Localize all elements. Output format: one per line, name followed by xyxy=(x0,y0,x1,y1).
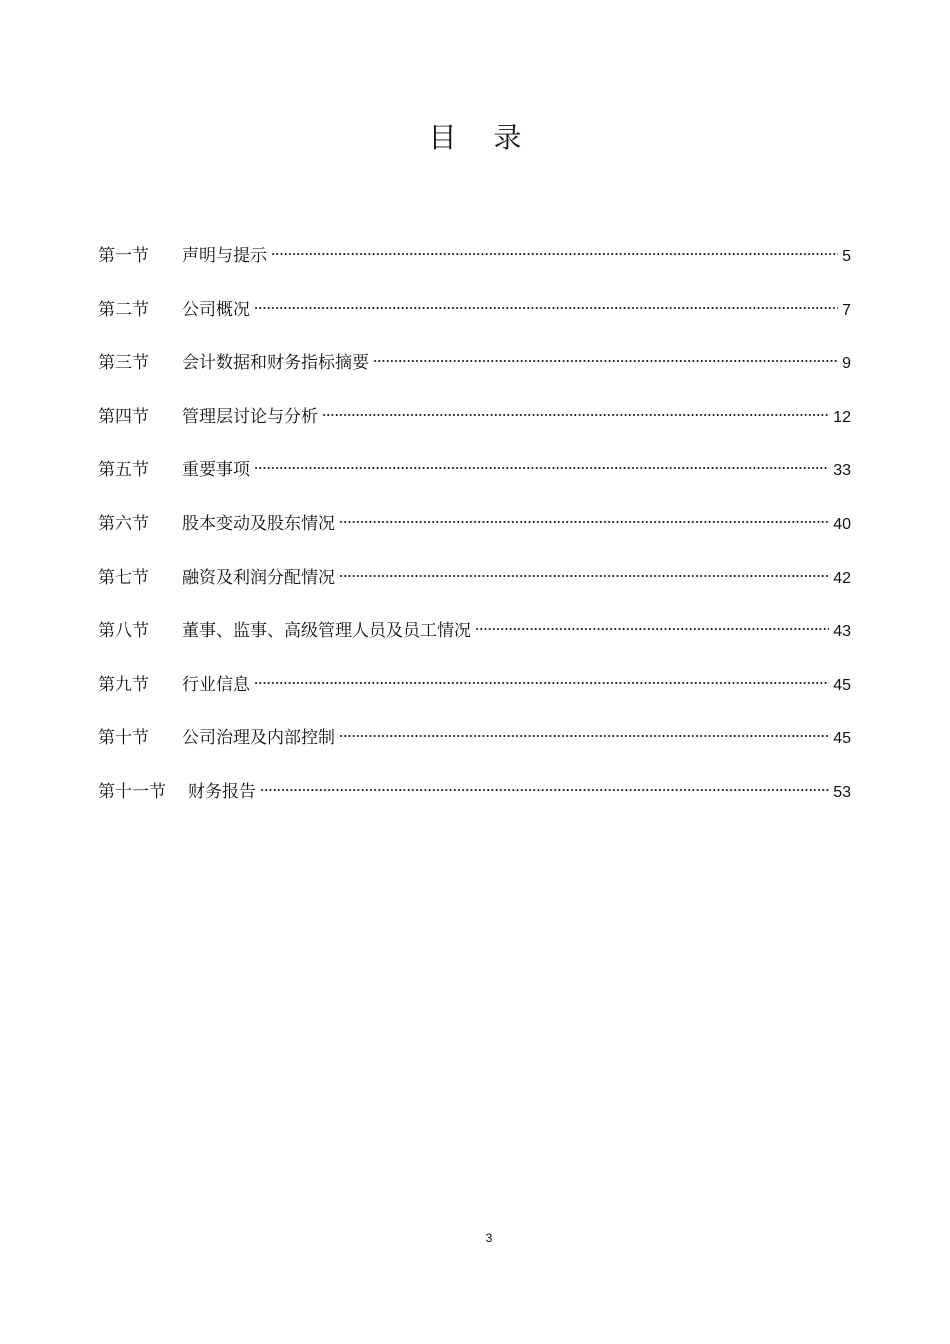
toc-page-number: 5 xyxy=(842,248,851,265)
toc-section-number: 第三节 xyxy=(98,353,149,374)
toc-dot-leader xyxy=(373,358,838,364)
toc-page-number: 45 xyxy=(833,676,851,694)
page-title: 目 录 xyxy=(428,121,536,154)
toc-section-name: 行业信息 xyxy=(182,674,250,695)
toc-section-number: 第六节 xyxy=(98,513,149,534)
toc-dot-leader xyxy=(254,305,838,311)
toc-page-number: 42 xyxy=(833,569,851,587)
toc-section-name: 股本变动及股东情况 xyxy=(182,513,335,534)
toc-section-name: 融资及利润分配情况 xyxy=(182,567,335,588)
toc-dot-leader xyxy=(254,680,829,686)
toc-section-name: 公司概况 xyxy=(182,299,250,320)
toc-entry[interactable] xyxy=(98,347,851,401)
toc-page-number: 7 xyxy=(842,301,851,319)
toc-section-name: 管理层讨论与分析 xyxy=(182,406,318,427)
toc-dot-leader xyxy=(339,519,829,525)
toc-page-number: 12 xyxy=(833,408,851,426)
toc-page-number: 40 xyxy=(833,515,851,533)
toc-section-number: 第七节 xyxy=(98,567,149,588)
toc-section-number: 第二节 xyxy=(98,299,149,320)
table-of-contents xyxy=(98,240,851,830)
toc-entry[interactable] xyxy=(98,454,851,508)
footer-page-number: 3 xyxy=(485,1231,493,1245)
toc-section-name: 董事、监事、高级管理人员及员工情况 xyxy=(182,621,471,642)
toc-entry[interactable] xyxy=(98,776,851,830)
toc-entry[interactable] xyxy=(98,562,851,616)
toc-section-number: 第四节 xyxy=(98,406,149,427)
toc-section-name: 财务报告 xyxy=(188,781,256,802)
toc-entry[interactable] xyxy=(98,722,851,776)
toc-section-number: 第九节 xyxy=(98,674,149,695)
toc-section-name: 声明与提示 xyxy=(182,246,267,266)
toc-section-number: 第一节 xyxy=(98,246,149,266)
toc-dot-leader xyxy=(260,787,829,793)
toc-entry[interactable] xyxy=(98,240,851,294)
toc-page-number: 9 xyxy=(842,355,851,373)
toc-section-number: 第十节 xyxy=(98,728,149,749)
toc-dot-leader xyxy=(339,733,829,739)
toc-page-number: 45 xyxy=(833,730,851,748)
toc-page-number: 43 xyxy=(833,623,851,641)
toc-dot-leader xyxy=(254,465,829,471)
toc-section-name: 公司治理及内部控制 xyxy=(182,728,335,749)
toc-entry[interactable] xyxy=(98,401,851,455)
toc-section-number: 第八节 xyxy=(98,621,149,642)
toc-entry[interactable] xyxy=(98,615,851,669)
toc-section-number: 第五节 xyxy=(98,460,149,481)
toc-page-number: 53 xyxy=(833,783,851,801)
toc-dot-leader xyxy=(271,251,838,257)
toc-entry[interactable] xyxy=(98,294,851,348)
toc-page-number: 33 xyxy=(833,462,851,480)
toc-section-name: 重要事项 xyxy=(182,460,250,481)
toc-section-name: 会计数据和财务指标摘要 xyxy=(182,353,369,374)
toc-dot-leader xyxy=(322,412,829,418)
toc-dot-leader xyxy=(339,573,829,579)
toc-entry[interactable] xyxy=(98,669,851,723)
toc-dot-leader xyxy=(475,626,829,632)
toc-entry[interactable] xyxy=(98,508,851,562)
toc-section-number: 第十一节 xyxy=(98,781,166,802)
